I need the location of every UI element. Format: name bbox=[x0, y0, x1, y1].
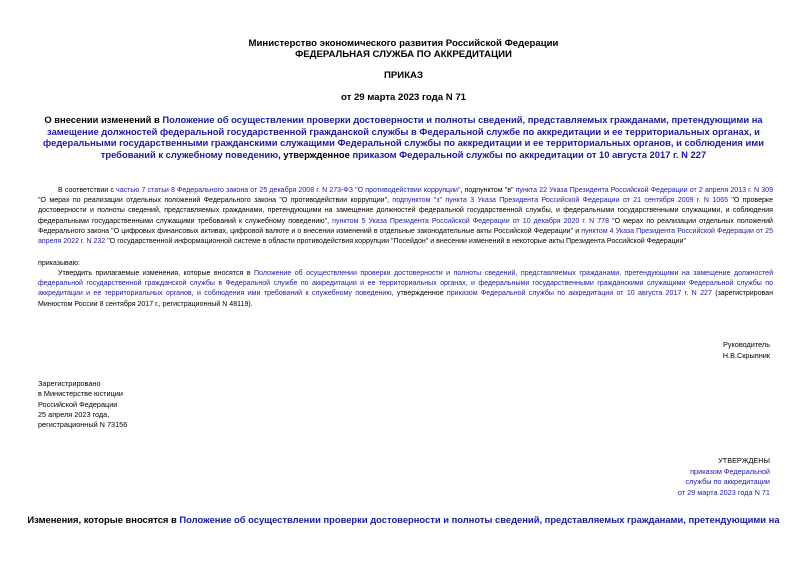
approve-paragraph bbox=[38, 269, 773, 310]
approve-link-order-227[interactable]: приказом Федеральной службы по аккредитации от 10 августа 2017 г. N 227 bbox=[446, 290, 712, 298]
title-link-order[interactable]: приказом Федеральной службы по аккредитации от 10 августа 2017 г. N 227 bbox=[352, 148, 707, 160]
basis-link-decree-309[interactable]: пункта 22 Указа Президента Российской Федерации от 2 апреля 2013 г. N 309 bbox=[515, 187, 773, 194]
approve-text-2: , утвержденное bbox=[391, 290, 447, 298]
registration-line: в Министерстве юстиции bbox=[38, 389, 123, 399]
document-type: ПРИКАЗ bbox=[384, 70, 423, 81]
approved-line: УТВЕРЖДЕНЫ bbox=[718, 456, 770, 465]
registration-line: 25 апреля 2023 года, bbox=[38, 409, 110, 419]
approved-block bbox=[678, 456, 770, 498]
service-name: ФЕДЕРАЛЬНАЯ СЛУЖБА ПО АККРЕДИТАЦИИ bbox=[295, 49, 512, 60]
document-title bbox=[32, 114, 775, 160]
registration-block bbox=[38, 379, 127, 430]
approve-text-3: (зарегистрирован Минюстом России 8 сентября 2017 г., регистрационный N 48119). bbox=[38, 290, 773, 308]
basis-text-4: "О проверке достоверности и полноты сведений, представляемых гражданами, претендующими на замещение должностей федеральной государственной службы, и федеральными государственными служащими, и соблюдения федеральными государственными служащими требований к служебному поведению", bbox=[38, 197, 773, 225]
approve-link-regulation[interactable]: Положение об осуществлении проверки достоверности и полноты сведений, представляемых гражданами, претендующими на замещение должностей федеральной государственной гражданской службы в Федеральной службе по аккредитации и ее территориальных органах, и федеральными государственными гражданскими служащими Федеральной службы по аккредитации и ее территориальных органов, и соблюдения ими требований к служебному поведению bbox=[38, 270, 774, 298]
order-word: приказываю: bbox=[38, 260, 80, 267]
changes-title bbox=[0, 514, 807, 525]
basis-link-decree-778[interactable]: пунктом 5 Указа Президента Российской Федерации от 10 декабря 2020 г. N 778 bbox=[332, 217, 610, 225]
basis-text-2: , подпунктом "в" bbox=[460, 187, 516, 194]
basis-text-1: В соответствии с bbox=[58, 187, 117, 194]
signature-name: Н.В.Скрыпник bbox=[722, 350, 770, 360]
registration-line: Российской Федерации bbox=[38, 399, 118, 409]
approve-text-1: Утвердить прилагаемые изменения, которые вносятся в bbox=[58, 270, 255, 277]
basis-link-decree-1065[interactable]: подпунктом "з" пункта 3 Указа Президента Российской Федерации от 21 сентября 2009 г. N 1065 bbox=[392, 197, 729, 205]
basis-link-decree-232[interactable]: пунктом 4 Указа Президента Российской Федерации от 25 апреля 2022 г. N 232 bbox=[38, 227, 773, 246]
title-prefix: О внесении изменений в bbox=[44, 114, 163, 125]
registration-line: регистрационный N 73156 bbox=[38, 420, 128, 430]
changes-title-link[interactable]: Положение об осуществлении проверки достоверности и полноты сведений, представляемых гражданами, претендующими на bbox=[179, 514, 780, 525]
basis-text-3: "О мерах по реализации отдельных положений Федерального закона "О противодействии коррупции", bbox=[38, 197, 393, 205]
approved-link-service[interactable]: службы по аккредитации bbox=[685, 477, 770, 486]
title-middle: , утвержденное bbox=[278, 148, 353, 160]
changes-title-prefix: Изменения, которые вносятся в bbox=[27, 514, 180, 525]
basis-text-5: "О мерах по реализации отдельных положений Федерального закона "О цифровых финансовых активах, цифровой валюте и о внесении изменений в отдельные законодательные акты Российской Федерации" и bbox=[38, 217, 773, 235]
title-link-regulation[interactable]: Положение об осуществлении проверки достоверности и полноты сведений, представляемых гражданами, претендующими на замещение должностей федеральной государственной гражданской службы в Федеральной службе по аккредитации и ее территориальных органах, и федеральными государственными гражданскими служащими Федеральной службы по аккредитации и ее территориальных органов, и соблюдения ими требований к служебному поведению bbox=[43, 114, 764, 160]
ministry-name: Министерство экономического развития Российской Федерации bbox=[248, 38, 559, 49]
basis-paragraph bbox=[38, 186, 773, 247]
approved-link-order[interactable]: приказом Федеральной bbox=[690, 466, 770, 476]
registration-line: Зарегистрировано bbox=[38, 379, 101, 388]
basis-text-6: "О государственной информационной системе в области противодействия коррупции "Посейдон" и внесении изменений в некоторые акты Президента Российской Федерации" bbox=[105, 238, 687, 246]
approved-link-date[interactable]: от 29 марта 2023 года N 71 bbox=[677, 487, 770, 497]
basis-link-law-273[interactable]: частью 7 статьи 8 Федерального закона от 25 декабря 2008 г. N 273-ФЗ "О противодействии коррупции" bbox=[116, 187, 461, 194]
signature-position: Руководитель bbox=[722, 340, 770, 349]
signature-block bbox=[723, 340, 770, 361]
document-date-number: от 29 марта 2023 года N 71 bbox=[340, 92, 467, 103]
